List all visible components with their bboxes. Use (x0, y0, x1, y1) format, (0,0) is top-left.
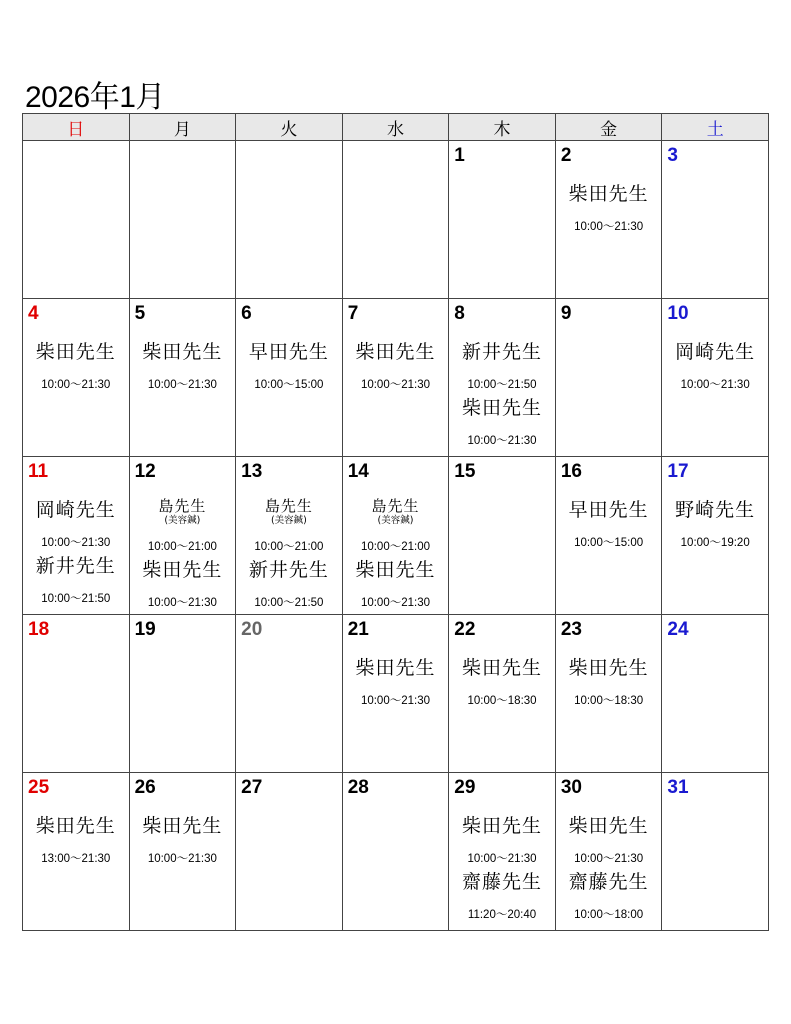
day-cell (555, 141, 662, 299)
day-number: 18 (28, 619, 50, 640)
teacher-name: 新井先生 (462, 341, 543, 363)
schedule-entry (449, 815, 555, 866)
day-number: 12 (134, 461, 156, 482)
teacher-name: 柴田先生 (142, 815, 223, 837)
day-number: 15 (454, 461, 476, 482)
teacher-name: 齋藤先生 (462, 871, 543, 893)
day-number: 26 (134, 777, 156, 798)
weekday-header: 水 (342, 114, 449, 141)
day-number: 22 (454, 619, 476, 640)
week-row (23, 773, 769, 931)
shift-time: 10:00～15:00 (574, 537, 644, 549)
day-number: 28 (347, 777, 369, 798)
weekday-header: 火 (236, 114, 343, 141)
day-cell (129, 141, 236, 299)
schedule-entry (236, 341, 342, 392)
shift-time: 13:00～21:30 (41, 853, 111, 865)
treatment-note: (美容鍼) (164, 515, 201, 526)
day-cell (555, 457, 662, 615)
day-number: 27 (241, 777, 263, 798)
teacher-name: 早田先生 (248, 341, 329, 363)
shift-time: 10:00～18:30 (574, 695, 644, 707)
teacher-name: 柴田先生 (462, 397, 543, 419)
schedule-entry (343, 497, 449, 554)
schedule-entry (236, 497, 342, 554)
schedule-entry (556, 657, 662, 708)
schedule-entry (556, 815, 662, 866)
teacher-name: 柴田先生 (142, 559, 223, 581)
schedule-entry (130, 815, 236, 866)
shift-time: 10:00～18:30 (467, 695, 537, 707)
day-number (343, 141, 449, 167)
day-cell (342, 299, 449, 457)
treatment-note: (美容鍼) (377, 515, 414, 526)
teacher-name: 柴田先生 (568, 815, 649, 837)
day-number: 5 (134, 303, 146, 324)
schedule-entry (449, 871, 555, 922)
day-cell (342, 457, 449, 615)
schedule-entry (556, 183, 662, 234)
day-number: 10 (667, 303, 689, 324)
day-cell (236, 141, 343, 299)
teacher-name: 柴田先生 (35, 341, 116, 363)
day-number: 25 (28, 777, 50, 798)
day-cell (449, 141, 556, 299)
day-number: 14 (347, 461, 369, 482)
schedule-entry (343, 657, 449, 708)
day-cell (23, 299, 130, 457)
day-cell (23, 457, 130, 615)
weekday-header-row (23, 114, 769, 141)
calendar-table (22, 113, 769, 931)
shift-time: 10:00～18:00 (574, 909, 644, 921)
day-cell (662, 299, 769, 457)
teacher-name: 岡崎先生 (35, 499, 116, 521)
day-number: 7 (347, 303, 359, 324)
schedule-entry (23, 341, 129, 392)
shift-time: 10:00～21:30 (41, 537, 111, 549)
day-number: 8 (454, 303, 465, 324)
schedule-entry (130, 497, 236, 554)
day-number: 31 (667, 777, 689, 798)
shift-time: 10:00～21:30 (574, 221, 644, 233)
schedule-entry (556, 871, 662, 922)
week-row (23, 299, 769, 457)
schedule-entry (449, 397, 555, 448)
day-number: 11 (28, 461, 49, 482)
shift-time: 10:00～19:20 (680, 537, 750, 549)
shift-time: 10:00～21:00 (360, 541, 430, 553)
shift-time: 10:00～21:30 (467, 435, 537, 447)
day-cell (662, 457, 769, 615)
shift-time: 10:00～21:00 (147, 541, 217, 553)
schedule-entry (556, 499, 662, 550)
day-cell (23, 773, 130, 931)
day-cell (555, 615, 662, 773)
day-cell (23, 615, 130, 773)
day-number: 9 (560, 303, 572, 324)
day-cell (342, 773, 449, 931)
day-number (236, 141, 342, 167)
schedule-entry (236, 559, 342, 610)
week-row (23, 615, 769, 773)
day-cell (662, 615, 769, 773)
schedule-entry (662, 499, 768, 550)
day-cell (662, 773, 769, 931)
day-cell (342, 141, 449, 299)
shift-time: 10:00～21:50 (41, 593, 111, 605)
shift-time: 10:00～21:30 (680, 379, 750, 391)
shift-time: 10:00～21:30 (360, 695, 430, 707)
day-number: 16 (560, 461, 582, 482)
day-cell (236, 457, 343, 615)
weekday-header: 土 (662, 114, 769, 141)
day-cell (449, 615, 556, 773)
schedule-entry (23, 499, 129, 550)
teacher-name: 柴田先生 (142, 341, 223, 363)
shift-time: 10:00～21:30 (467, 853, 537, 865)
day-number (130, 141, 236, 167)
day-number: 29 (454, 777, 476, 798)
shift-time: 10:00～21:30 (360, 379, 430, 391)
teacher-name: 齋藤先生 (568, 871, 649, 893)
shift-time: 10:00～21:50 (254, 597, 324, 609)
teacher-name: 島先生 (371, 497, 420, 515)
schedule-entry (343, 341, 449, 392)
schedule-entry (130, 341, 236, 392)
day-number: 20 (241, 619, 263, 640)
shift-time: 11:20～20:40 (467, 909, 537, 921)
teacher-name: 島先生 (264, 497, 313, 515)
teacher-name: 柴田先生 (568, 657, 649, 679)
shift-time: 10:00～21:50 (467, 379, 537, 391)
teacher-name: 新井先生 (35, 555, 116, 577)
day-cell (555, 773, 662, 931)
day-number: 1 (454, 145, 465, 166)
teacher-name: 柴田先生 (355, 559, 436, 581)
schedule-entry (662, 341, 768, 392)
teacher-name: 早田先生 (568, 499, 649, 521)
teacher-name: 柴田先生 (568, 183, 649, 205)
day-cell (129, 773, 236, 931)
weekday-header: 金 (555, 114, 662, 141)
teacher-name: 柴田先生 (462, 657, 543, 679)
teacher-name: 島先生 (158, 497, 207, 515)
teacher-name: 新井先生 (248, 559, 329, 581)
day-number: 3 (667, 145, 678, 166)
day-number: 23 (560, 619, 582, 640)
day-number: 6 (241, 303, 252, 324)
shift-time: 10:00～21:30 (147, 597, 217, 609)
shift-time: 10:00～21:30 (147, 379, 217, 391)
day-cell (342, 615, 449, 773)
schedule-entry (343, 559, 449, 610)
teacher-name: 野崎先生 (675, 499, 756, 521)
weekday-header: 木 (449, 114, 556, 141)
shift-time: 10:00～21:00 (254, 541, 324, 553)
schedule-entry (130, 559, 236, 610)
shift-time: 10:00～21:30 (147, 853, 217, 865)
schedule-entry (449, 341, 555, 392)
shift-time: 10:00～15:00 (254, 379, 324, 391)
day-number: 2 (560, 145, 572, 166)
day-cell (449, 457, 556, 615)
day-cell (23, 141, 130, 299)
schedule-entry (449, 657, 555, 708)
day-cell (129, 299, 236, 457)
schedule-entry (23, 815, 129, 866)
day-cell (449, 773, 556, 931)
day-cell (236, 299, 343, 457)
day-cell (662, 141, 769, 299)
week-row (23, 141, 769, 299)
day-number: 4 (28, 303, 39, 324)
teacher-name: 柴田先生 (462, 815, 543, 837)
weekday-header: 日 (23, 114, 130, 141)
day-number: 17 (667, 461, 689, 482)
day-number (23, 141, 129, 167)
day-cell (449, 299, 556, 457)
shift-time: 10:00～21:30 (574, 853, 644, 865)
day-cell (129, 457, 236, 615)
week-row (23, 457, 769, 615)
teacher-name: 柴田先生 (35, 815, 116, 837)
shift-time: 10:00～21:30 (360, 597, 430, 609)
calendar-title: 2026年1月 (25, 81, 165, 114)
schedule-entry (23, 555, 129, 606)
day-number: 24 (667, 619, 689, 640)
shift-time: 10:00～21:30 (41, 379, 111, 391)
day-number: 13 (241, 461, 263, 482)
teacher-name: 柴田先生 (355, 341, 436, 363)
day-number: 30 (560, 777, 582, 798)
day-cell (129, 615, 236, 773)
day-cell (236, 615, 343, 773)
day-number: 19 (134, 619, 156, 640)
day-number: 21 (347, 619, 369, 640)
weekday-header: 月 (129, 114, 236, 141)
teacher-name: 柴田先生 (355, 657, 436, 679)
calendar-body (23, 141, 769, 931)
teacher-name: 岡崎先生 (675, 341, 756, 363)
day-cell (555, 299, 662, 457)
day-cell (236, 773, 343, 931)
treatment-note: (美容鍼) (270, 515, 307, 526)
